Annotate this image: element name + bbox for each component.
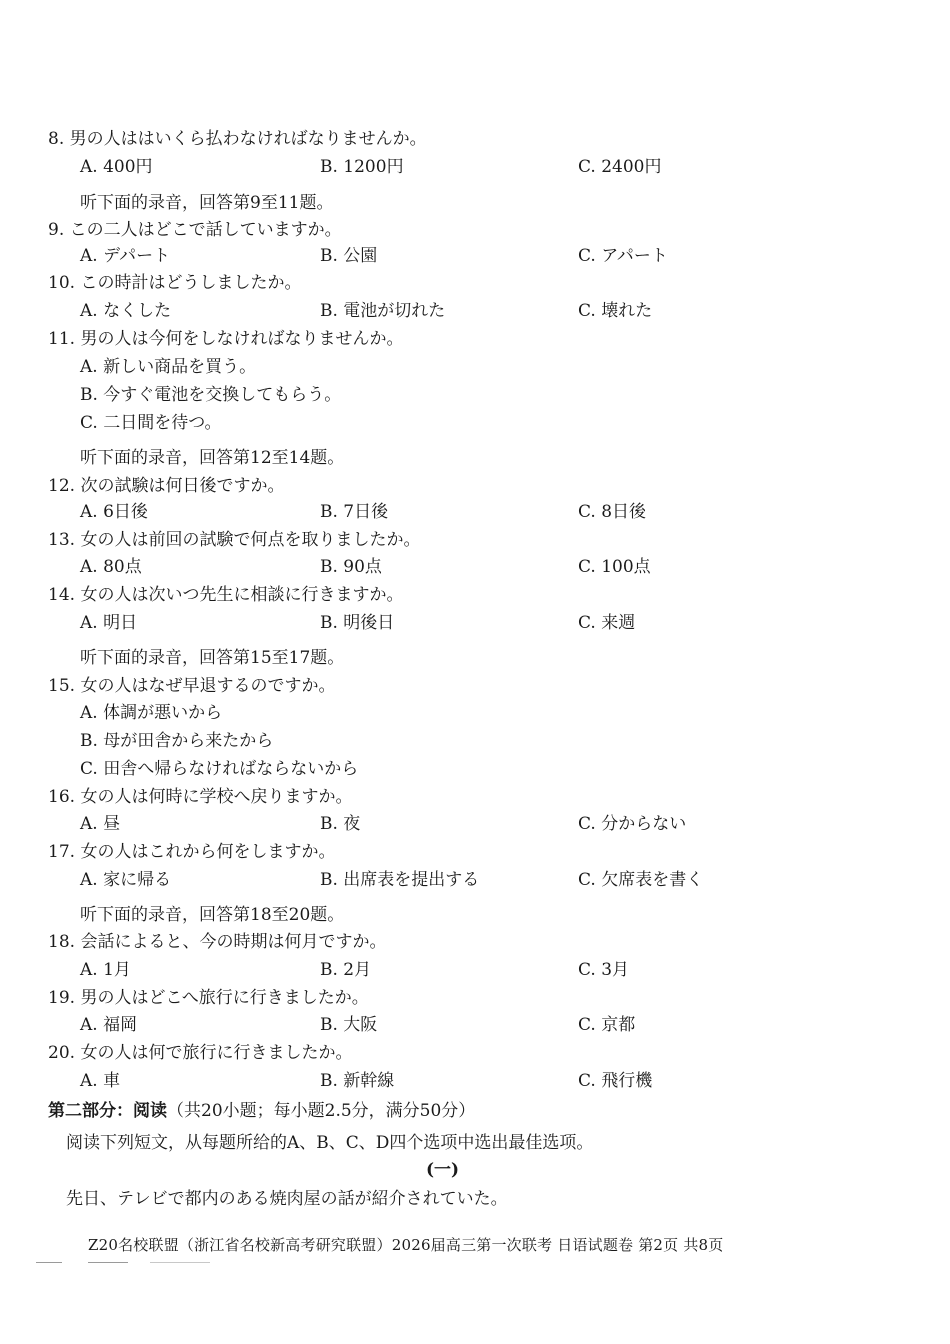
option-18a: A. 1月 (80, 960, 131, 980)
option-15c: C. 田舎へ帰らなければならないから (80, 759, 359, 779)
question-8: 8. 男の人ははいくら払わなければなりませんか。 (48, 129, 427, 149)
option-10c: C. 壊れた (578, 301, 653, 321)
scan-artifact (88, 1262, 128, 1263)
option-12b: B. 7日後 (320, 502, 389, 522)
option-14b: B. 明後日 (320, 613, 395, 633)
question-9: 9. この二人はどこで話していますか。 (48, 220, 342, 240)
part2-instruction: 阅读下列短文，从每题所给的A、B、C、D四个选项中选出最佳选项。 (66, 1133, 594, 1153)
option-17a: A. 家に帰る (80, 870, 172, 890)
option-20a: A. 車 (80, 1071, 121, 1091)
option-19b: B. 大阪 (320, 1015, 378, 1035)
option-17b: B. 出席表を提出する (320, 870, 480, 890)
part2-title: 第二部分：阅读 (48, 1101, 167, 1121)
question-10: 10. この時計はどうしましたか。 (48, 273, 302, 293)
scan-artifact (150, 1262, 210, 1263)
option-18b: B. 2月 (320, 960, 372, 980)
question-13: 13. 女の人は前回の試験で何点を取りましたか。 (48, 530, 421, 550)
option-20c: C. 飛行機 (578, 1071, 653, 1091)
option-14a: A. 明日 (80, 613, 138, 633)
option-10a: A. なくした (80, 301, 172, 321)
option-11a: A. 新しい商品を買う。 (80, 357, 257, 377)
passage-first-sentence: 先日、テレビで都内のある焼肉屋の話が紹介されていた。 (66, 1189, 508, 1209)
option-9b: B. 公園 (320, 246, 378, 266)
option-11c: C. 二日間を待つ。 (80, 413, 222, 433)
option-13a: A. 80点 (80, 557, 142, 577)
option-20b: B. 新幹線 (320, 1071, 395, 1091)
question-17: 17. 女の人はこれから何をしますか。 (48, 842, 336, 862)
question-14: 14. 女の人は次いつ先生に相談に行きますか。 (48, 585, 404, 605)
option-8b: B. 1200円 (320, 157, 404, 177)
option-8c: C. 2400円 (578, 157, 662, 177)
question-20: 20. 女の人は何で旅行に行きましたか。 (48, 1043, 353, 1063)
option-13c: C. 100点 (578, 557, 651, 577)
option-11b: B. 今すぐ電池を交換してもらう。 (80, 385, 342, 405)
part2-detail: （共20小题；每小题2.5分，满分50分） (167, 1101, 476, 1121)
option-18c: C. 3月 (578, 960, 630, 980)
part2-heading (48, 1100, 475, 1122)
passage-number: (一) (426, 1160, 460, 1180)
scan-artifact (36, 1262, 62, 1263)
option-15b: B. 母が田舎から来たから (80, 731, 274, 751)
option-9c: C. アパート (578, 246, 668, 266)
option-16c: C. 分からない (578, 814, 687, 834)
question-18: 18. 会話によると、今の時期は何月ですか。 (48, 932, 387, 952)
option-17c: C. 欠席表を書く (578, 870, 704, 890)
instruction-9-11: 听下面的录音，回答第9至11题。 (80, 193, 334, 213)
option-8a: A. 400円 (80, 157, 153, 177)
option-14c: C. 来週 (578, 613, 636, 633)
option-10b: B. 電池が切れた (320, 301, 446, 321)
option-16b: B. 夜 (320, 814, 361, 834)
page-footer: Z20名校联盟（浙江省名校新高考研究联盟）2026届高三第一次联考 日语试题卷 第2页 共8页 (88, 1236, 724, 1254)
question-11: 11. 男の人は今何をしなければなりませんか。 (48, 329, 404, 349)
question-15: 15. 女の人はなぜ早退するのですか。 (48, 676, 336, 696)
question-19: 19. 男の人はどこへ旅行に行きましたか。 (48, 988, 369, 1008)
question-12: 12. 次の試験は何日後ですか。 (48, 476, 285, 496)
option-12a: A. 6日後 (80, 502, 148, 522)
option-13b: B. 90点 (320, 557, 382, 577)
instruction-12-14: 听下面的录音，回答第12至14题。 (80, 448, 345, 468)
instruction-18-20: 听下面的录音，回答第18至20题。 (80, 905, 345, 925)
question-16: 16. 女の人は何時に学校へ戻りますか。 (48, 787, 353, 807)
option-19c: C. 京都 (578, 1015, 636, 1035)
option-9a: A. デパート (80, 246, 171, 266)
option-16a: A. 昼 (80, 814, 121, 834)
option-12c: C. 8日後 (578, 502, 647, 522)
instruction-15-17: 听下面的录音，回答第15至17题。 (80, 648, 345, 668)
option-15a: A. 体調が悪いから (80, 703, 223, 723)
option-19a: A. 福岡 (80, 1015, 138, 1035)
